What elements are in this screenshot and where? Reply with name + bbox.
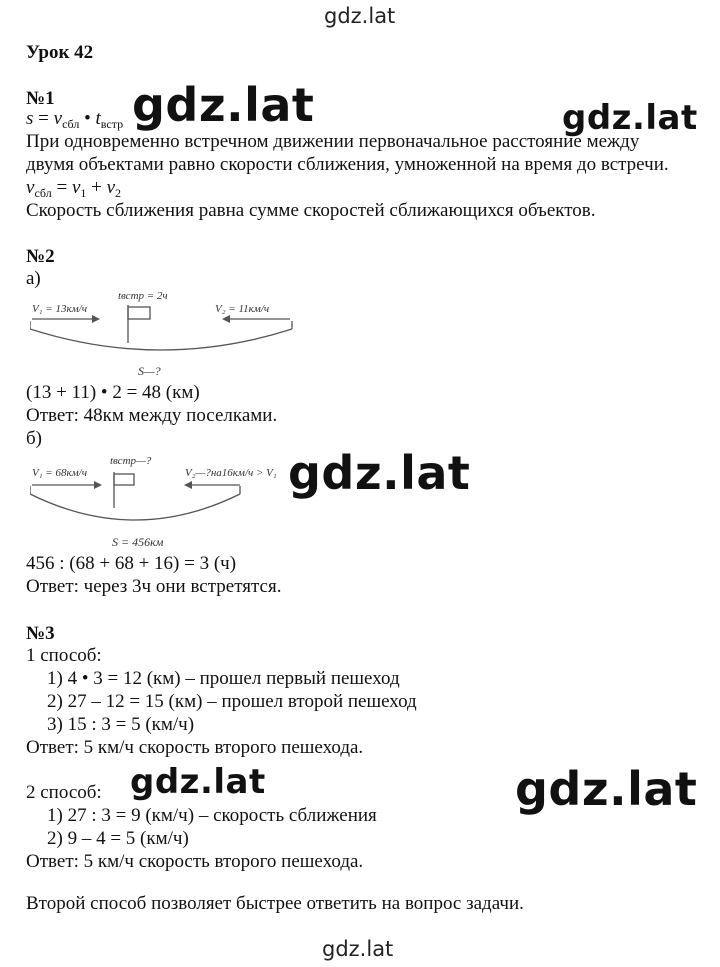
- formula-v: v: [26, 177, 35, 198]
- watermark-top: gdz.lat: [324, 4, 396, 28]
- task3-method1-step1: 1) 4 • 3 = 12 (км) – прошел первый пешеход: [47, 668, 400, 689]
- formula-t: t: [95, 108, 101, 129]
- formula-eq: =: [51, 177, 72, 198]
- task1-text-line2: двумя объектами равно скорости сближения, умноженной на время до встречи.: [26, 154, 669, 175]
- formula-eq: =: [33, 108, 54, 129]
- formula-v1-sub: 1: [80, 186, 87, 200]
- task3-method2-label: 2 способ:: [26, 782, 102, 803]
- watermark-4: gdz.lat: [130, 762, 266, 802]
- formula-v: v: [53, 108, 63, 129]
- task3-method1-step3: 3) 15 : 3 = 5 (км/ч): [47, 714, 195, 735]
- diagram-a-t-label: tвстр = 2ч: [118, 290, 168, 302]
- task2-part-b-answer: Ответ: через 3ч они встретятся.: [26, 576, 282, 597]
- task3-method1-label: 1 способ:: [26, 645, 102, 666]
- task1-text-line1: При одновременно встречном движении первоначальное расстояние между: [26, 131, 640, 152]
- diagram-b-t-label: tвстр—?: [110, 455, 152, 467]
- watermark-1: gdz.lat: [132, 78, 315, 132]
- formula-v-sub: сбл: [62, 117, 80, 131]
- task3-number: №3: [26, 623, 55, 644]
- task2-part-a-answer: Ответ: 48км между поселками.: [26, 405, 278, 426]
- formula-dot: •: [79, 108, 96, 129]
- meeting-flag-icon: [114, 472, 134, 508]
- formula-s: s: [26, 108, 34, 129]
- formula-plus: +: [86, 177, 107, 198]
- diagram-b: [30, 450, 320, 550]
- formula-v-sub: сбл: [34, 186, 52, 200]
- diagram-a: [30, 285, 330, 377]
- formula-v2-sub: 2: [115, 186, 122, 200]
- task2-part-a-calc: (13 + 11) • 2 = 48 (км): [26, 382, 200, 403]
- watermark-3: gdz.lat: [288, 446, 471, 500]
- arrow-left-icon: [222, 315, 290, 323]
- task2-part-b-label: б): [26, 428, 42, 449]
- diagram-b-s-label: S = 456км: [112, 535, 164, 549]
- watermark-5: gdz.lat: [515, 762, 698, 816]
- formula-v1: v: [71, 177, 81, 198]
- task3-method2-step2: 2) 9 – 4 = 5 (км/ч): [47, 828, 189, 849]
- watermark-bottom: gdz.lat: [322, 937, 394, 961]
- diagram-b-v2-label: V₂—?на16км/ч > V₁: [185, 467, 277, 479]
- task3-method1-answer: Ответ: 5 км/ч скорость второго пешехода.: [26, 737, 364, 758]
- formula-t-sub: встр: [100, 117, 124, 131]
- diagram-b-v1-label: V₁ = 68км/ч: [32, 467, 87, 479]
- watermark-2: gdz.lat: [562, 98, 698, 138]
- meeting-flag-icon: [128, 305, 150, 343]
- task3-method2-step1: 1) 27 : 3 = 9 (км/ч) – скорость сближения: [47, 805, 377, 826]
- lesson-title: Урок 42: [26, 42, 94, 63]
- task3-conclusion: Второй способ позволяет быстрее ответить на вопрос задачи.: [26, 893, 524, 914]
- task3-method1-step2: 2) 27 – 12 = 15 (км) – прошел второй пешеход: [47, 691, 417, 712]
- task3-method2-answer: Ответ: 5 км/ч скорость второго пешехода.: [26, 851, 364, 872]
- arrow-right-icon: [32, 315, 100, 323]
- task1-text-line3: Скорость сближения равна сумме скоростей сближающихся объектов.: [26, 200, 596, 221]
- distance-arc: [30, 486, 240, 520]
- task1-number: №1: [26, 88, 55, 109]
- arrow-right-icon: [32, 481, 102, 489]
- task2-number: №2: [26, 246, 55, 267]
- diagram-a-v1-label: V₁ = 13км/ч: [32, 303, 87, 315]
- diagram-a-v2-label: V₂ = 11км/ч: [215, 303, 270, 315]
- distance-arc: [30, 321, 292, 350]
- arrow-left-icon: [184, 481, 240, 489]
- formula-v2: v: [106, 177, 116, 198]
- diagram-a-s-label: S—?: [138, 364, 161, 377]
- task2-part-b-calc: 456 : (68 + 68 + 16) = 3 (ч): [26, 553, 237, 574]
- task2-part-a-label: а): [26, 268, 41, 289]
